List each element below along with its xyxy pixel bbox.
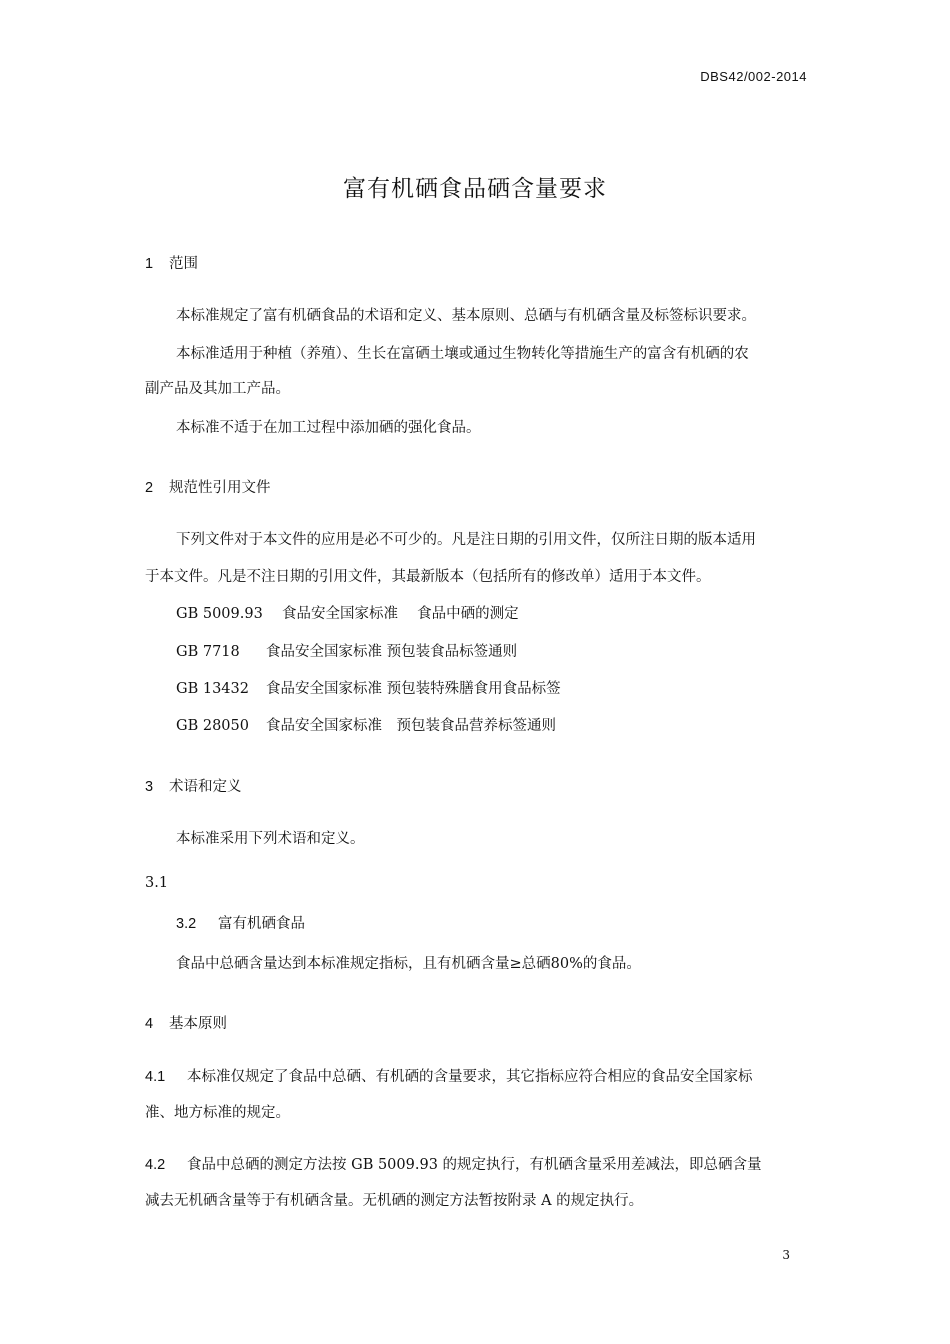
references-intro-line-1: 下列文件对于本文件的应用是必不可少的。凡是注日期的引用文件，仅所注日期的版本适用 xyxy=(176,532,756,548)
reference-description: 食品安全国家标准 预包装食品营养标签通则 xyxy=(266,718,556,734)
term-3-1-number: 3.1 xyxy=(145,875,169,891)
scope-paragraph-1: 本标准规定了富有机硒食品的术语和定义、基本原则、总硒与有机硒含量及标签标识要求。 xyxy=(176,308,756,324)
section-number: 4 xyxy=(145,1016,154,1032)
scope-paragraph-2-line-2: 副产品及其加工产品。 xyxy=(145,381,290,397)
section-title: 基本原则 xyxy=(169,1016,227,1032)
section-4-heading xyxy=(145,1012,227,1033)
reference-item xyxy=(176,597,519,631)
clause-number: 4.1 xyxy=(145,1069,166,1085)
term-definition: 食品中总硒含量达到本标准规定指标，且有机硒含量≥总硒80%的食品。 xyxy=(176,956,641,972)
section-title: 范围 xyxy=(169,256,198,272)
clause-text: 食品中总硒的测定方法按 GB 5009.93 的规定执行，有机硒含量采用差减法，即总硒含量 xyxy=(187,1157,762,1173)
section-title: 术语和定义 xyxy=(169,779,242,795)
reference-item xyxy=(176,635,517,669)
clause-4-2-line-1 xyxy=(145,1148,762,1182)
term-number: 3.2 xyxy=(176,916,197,932)
clause-4-1-line-2: 准、地方标准的规定。 xyxy=(145,1105,290,1121)
section-2-heading xyxy=(145,476,271,497)
section-number: 1 xyxy=(145,256,154,272)
reference-code: GB 13432 xyxy=(176,681,249,697)
clause-number: 4.2 xyxy=(145,1157,166,1173)
term-title: 富有机硒食品 xyxy=(218,916,305,932)
scope-paragraph-3: 本标准不适于在加工过程中添加硒的强化食品。 xyxy=(176,420,481,436)
section-number: 3 xyxy=(145,779,154,795)
reference-item xyxy=(176,709,556,743)
clause-4-2-line-2: 减去无机硒含量等于有机硒含量。无机硒的测定方法暂按附录 A 的规定执行。 xyxy=(145,1193,644,1209)
section-number: 2 xyxy=(145,480,154,496)
reference-item xyxy=(176,672,561,706)
document-title: 富有机硒食品硒含量要求 xyxy=(343,175,607,201)
section-1-heading xyxy=(145,252,198,273)
term-3-2-heading xyxy=(176,912,305,933)
reference-code: GB 5009.93 xyxy=(176,606,263,622)
page-number: 3 xyxy=(782,1248,790,1262)
standard-code: DBS42/002-2014 xyxy=(700,69,807,84)
reference-description: 食品安全国家标准 预包装特殊膳食用食品标签 xyxy=(266,681,561,697)
section-3-heading xyxy=(145,775,242,796)
section-title: 规范性引用文件 xyxy=(169,480,271,496)
terms-intro: 本标准采用下列术语和定义。 xyxy=(176,831,365,847)
references-intro-line-2: 于本文件。凡是不注日期的引用文件，其最新版本（包括所有的修改单）适用于本文件。 xyxy=(145,569,711,585)
reference-code: GB 28050 xyxy=(176,718,249,734)
reference-description: 食品安全国家标准 预包装食品标签通则 xyxy=(266,644,518,660)
clause-text: 本标准仅规定了食品中总硒、有机硒的含量要求，其它指标应符合相应的食品安全国家标 xyxy=(187,1069,753,1085)
scope-paragraph-2-line-1: 本标准适用于种植（养殖）、生长在富硒土壤或通过生物转化等措施生产的富含有机硒的农 xyxy=(176,346,749,362)
reference-code: GB 7718 xyxy=(176,644,240,660)
reference-description: 食品安全国家标准 食品中硒的测定 xyxy=(282,606,519,622)
clause-4-1-line-1 xyxy=(145,1060,753,1094)
